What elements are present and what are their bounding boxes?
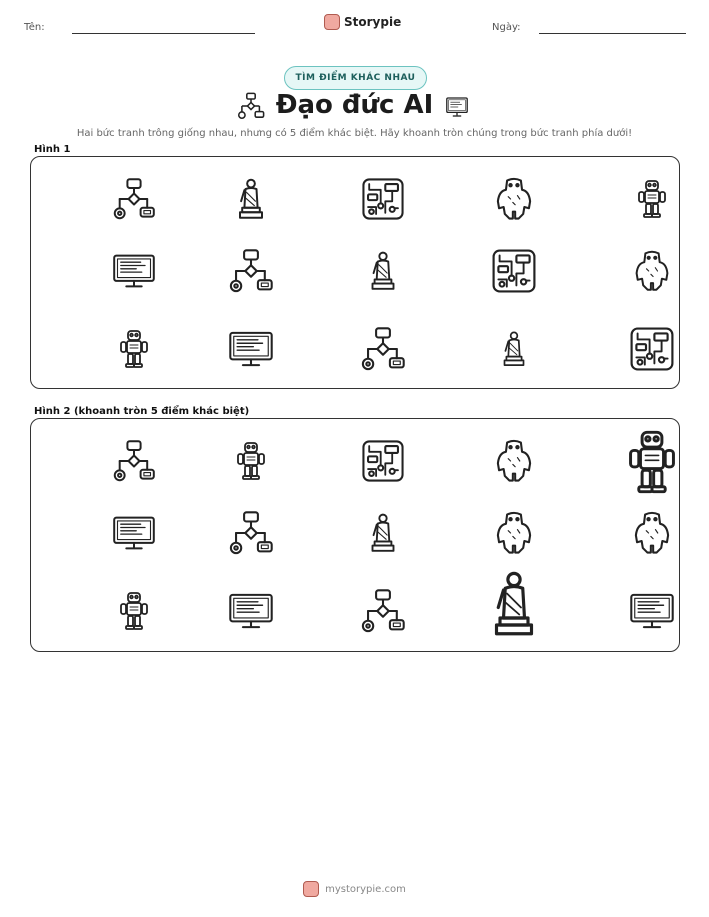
- monitor-icon: [444, 95, 470, 123]
- flowchart-icon[interactable]: [348, 581, 418, 641]
- storypie-logo-icon: [324, 14, 340, 30]
- golem-icon[interactable]: [479, 431, 549, 491]
- date-line[interactable]: [539, 33, 686, 34]
- monitor-icon[interactable]: [216, 319, 286, 379]
- brand-logo: [324, 14, 401, 30]
- monitor-icon[interactable]: [99, 241, 169, 301]
- flowchart-icon[interactable]: [216, 503, 286, 563]
- flowchart-icon[interactable]: [216, 241, 286, 301]
- picture1-label: Hình 1: [34, 144, 71, 155]
- activity-badge: TÌM ĐIỂM KHÁC NHAU: [284, 66, 427, 90]
- statue-icon[interactable]: [348, 241, 418, 301]
- footer: [0, 881, 709, 897]
- picture2-panel[interactable]: [30, 418, 680, 652]
- monitor-icon[interactable]: [216, 581, 286, 641]
- circuit-icon[interactable]: [348, 169, 418, 229]
- statue-icon[interactable]: [479, 319, 549, 379]
- instructions: Hai bức tranh trông giống nhau, nhưng có 5 điểm khác biệt. Hãy khoanh tròn chúng trong bức tranh phía dưới!: [76, 128, 633, 139]
- name-label: Tên:: [24, 22, 45, 33]
- robot-icon[interactable]: [99, 319, 169, 379]
- robot-icon[interactable]: [617, 169, 687, 229]
- name-line[interactable]: [72, 33, 255, 34]
- date-label: Ngày:: [492, 22, 521, 33]
- robot-icon[interactable]: [617, 425, 687, 499]
- flowchart-icon[interactable]: [99, 169, 169, 229]
- flowchart-icon[interactable]: [99, 431, 169, 491]
- page-title: Đạo đức AI: [275, 90, 434, 120]
- storypie-logo-icon: [303, 881, 319, 897]
- circuit-icon[interactable]: [479, 241, 549, 301]
- circuit-icon[interactable]: [348, 431, 418, 491]
- picture1-panel[interactable]: [30, 156, 680, 389]
- circuit-icon[interactable]: [617, 319, 687, 379]
- statue-icon[interactable]: [216, 169, 286, 229]
- brand-name: Storypie: [344, 15, 402, 29]
- picture2-label: Hình 2 (khoanh tròn 5 điểm khác biệt): [34, 406, 250, 417]
- monitor-icon[interactable]: [99, 503, 169, 563]
- statue-icon[interactable]: [479, 567, 549, 641]
- golem-icon[interactable]: [617, 503, 687, 563]
- golem-icon[interactable]: [479, 503, 549, 563]
- golem-icon[interactable]: [617, 241, 687, 301]
- robot-icon[interactable]: [216, 431, 286, 491]
- robot-icon[interactable]: [99, 581, 169, 641]
- golem-icon[interactable]: [479, 169, 549, 229]
- flowchart-icon[interactable]: [348, 319, 418, 379]
- statue-icon[interactable]: [348, 503, 418, 563]
- monitor-icon[interactable]: [617, 581, 687, 641]
- footer-url[interactable]: mystorypie.com: [325, 883, 406, 895]
